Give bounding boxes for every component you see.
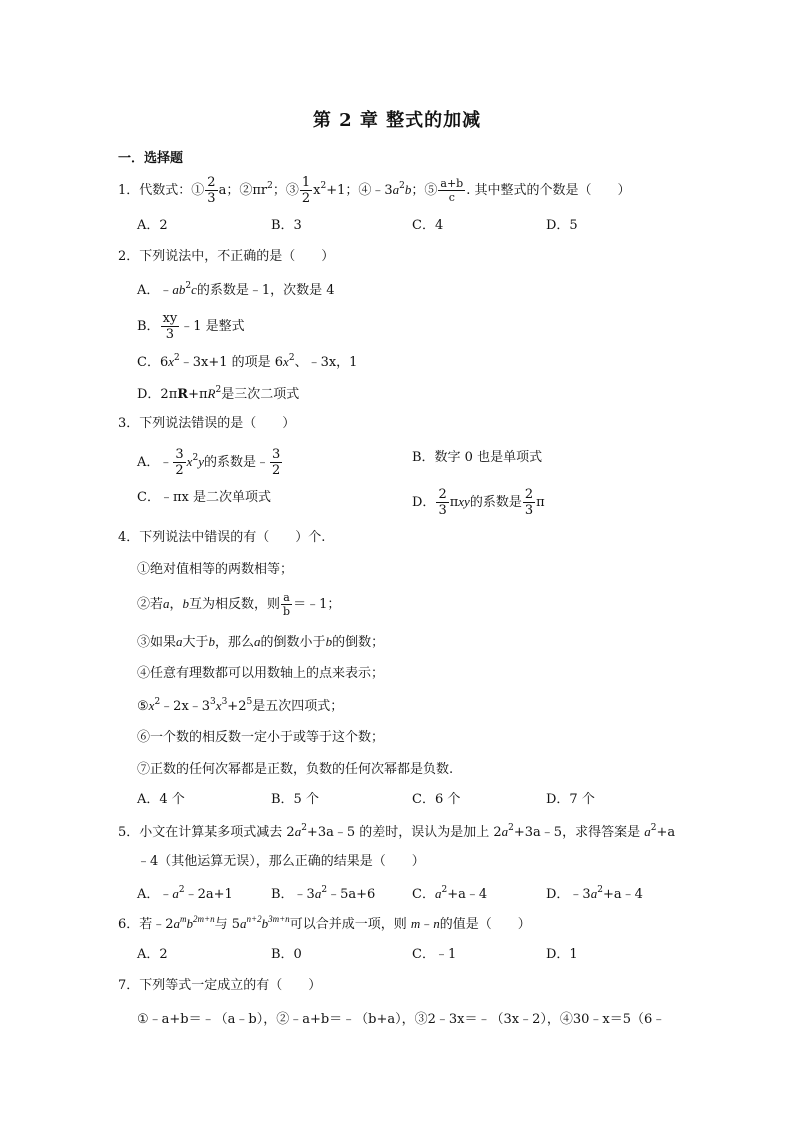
q1-option-b: B．3 — [271, 218, 302, 233]
q7-statements: ①﹣a+b＝﹣（a﹣b），②﹣a+b＝﹣（b+a），③2﹣3x＝﹣（3x﹣2），④30﹣x＝5（6﹣ — [137, 1012, 666, 1027]
fraction: $\frac{a+b}{c}$ — [440, 177, 464, 204]
q1-text: a；② — [218, 183, 253, 198]
q5-option-d: D．$﹣3a^2+a﹣4$ — [546, 885, 643, 902]
question-1: 1．代数式：① $\frac{2}{3}$ a；$②\pi r^2$；③ $\frac{1}{2}$ $x^2+1$；$④﹣3a^2b$；⑤ $\frac{a+b}{c}$ . 其中整式的个数是（ ） — [118, 175, 631, 206]
q4-statement-1: ①绝对值相等的两数相等； — [137, 562, 294, 577]
q3-option-a: A．﹣ $\frac{3}{2}$ $x^2y$的系数是﹣ $\frac{3}{2}$ — [137, 447, 281, 478]
q3-option-d: D． $\frac{2}{3}$ πxy的系数是 $\frac{2}{3}$ π — [412, 487, 545, 518]
q1-text: . 其中整式的个数是（ ） — [466, 183, 631, 198]
q4-statement-2: ②若a，b互为相反数，则 $\frac{a}{b}$ ＝﹣1； — [137, 591, 341, 618]
question-2-stem: 2．下列说法中，不正确的是（ ） — [118, 249, 335, 264]
question-3-stem: 3．下列说法错误的是（ ） — [118, 416, 296, 431]
q6-option-b: B．0 — [271, 947, 302, 962]
q1-text: +1；④﹣3 — [326, 183, 393, 198]
fraction: $\frac{1}{2}$ — [301, 175, 311, 206]
section-heading: 一．选择题 — [118, 151, 184, 166]
q4-statement-3: ③如果a大于b，那么a的倒数小于b的倒数； — [137, 634, 385, 650]
q4-statement-6: ⑥一个数的相反数一定小于或等于这个数； — [137, 730, 385, 745]
q5-option-b: B．$﹣3a^2﹣5a+6$ — [271, 885, 376, 902]
q1-stem: 1．代数式：① — [118, 183, 205, 198]
fraction: $\frac{3}{2}$ — [175, 447, 184, 478]
q1-option-d: D．5 — [546, 218, 578, 233]
question-5-line-1: 5．小文在计算某多项式减去 $2a^2+3a﹣5$ 的差时，误认为是加上 $2a^2+3a﹣5$，求得答案是 $a^2+a$ — [118, 823, 676, 840]
q6-option-c: C．﹣1 — [412, 947, 457, 962]
q4-option-b: B．5 个 — [271, 792, 319, 807]
fraction: $\frac{a}{b}$ — [283, 591, 291, 618]
q1-option-c: C．4 — [412, 218, 444, 233]
question-6-stem: 6．若$﹣2a^mb^{2m+n}$与 $5a^{n+2}b^{3m+n}$可以合并成一项，则 m﹣n的值是（ ） — [118, 914, 531, 932]
q2-option-a: A．$﹣ab^2c$的系数是﹣1，次数是 4 — [137, 281, 335, 298]
q4-statement-7: ⑦正数的任何次幂都是正数，负数的任何次幂都是负数. — [137, 762, 454, 777]
q2-option-c: C．$6x^2﹣3x+1$ 的项是 $6x^2$、﹣3x，1 — [137, 353, 358, 370]
q4-option-a: A．4 个 — [137, 792, 185, 807]
fraction: $\frac{xy}{3}$ — [162, 311, 178, 342]
q3-option-c: C．﹣πx 是二次单项式 — [137, 490, 271, 505]
fraction: $\frac{2}{3}$ — [438, 487, 447, 518]
q2-option-b: B． $\frac{xy}{3}$ ﹣1 是整式 — [137, 311, 245, 342]
q1-text: ；③ — [272, 183, 299, 198]
question-7-stem: 7．下列等式一定成立的有（ ） — [118, 978, 322, 993]
q5-option-a: A．$﹣a^2﹣2a+1$ — [137, 885, 233, 902]
q6-option-d: D．1 — [546, 947, 578, 962]
q2-option-d: D．$2\pi R+\pi R^2$是三次二项式 — [137, 385, 300, 402]
q4-statement-4: ④任意有理数都可以用数轴上的点来表示； — [137, 666, 385, 681]
q3-option-b: B．数字 0 也是单项式 — [412, 450, 543, 465]
q1-option-a: A．2 — [137, 218, 168, 233]
q1-text: ；⑤ — [411, 183, 438, 198]
fraction: $\frac{2}{3}$ — [207, 175, 216, 206]
q4-statement-5: $⑤x^2﹣2x﹣3^3x^3+2^5$是五次四项式； — [137, 697, 344, 714]
q4-option-c: C．6 个 — [412, 792, 461, 807]
q5-option-c: C．$a^2+a﹣4$ — [412, 885, 488, 902]
q1-text: x — [313, 183, 321, 198]
q1-text: πr — [252, 183, 268, 198]
q4-option-d: D．7 个 — [546, 792, 595, 807]
q6-option-a: A．2 — [137, 947, 168, 962]
question-4-stem: 4．下列说法中错误的有（ ）个. — [118, 530, 326, 545]
question-5-line-2: ﹣4（其他运算无误），那么正确的结果是（ ） — [137, 854, 425, 869]
page-title: 第 2 章 整式的加减 — [312, 110, 482, 131]
fraction: $\frac{3}{2}$ — [271, 447, 281, 478]
fraction: $\frac{2}{3}$ — [524, 487, 534, 518]
